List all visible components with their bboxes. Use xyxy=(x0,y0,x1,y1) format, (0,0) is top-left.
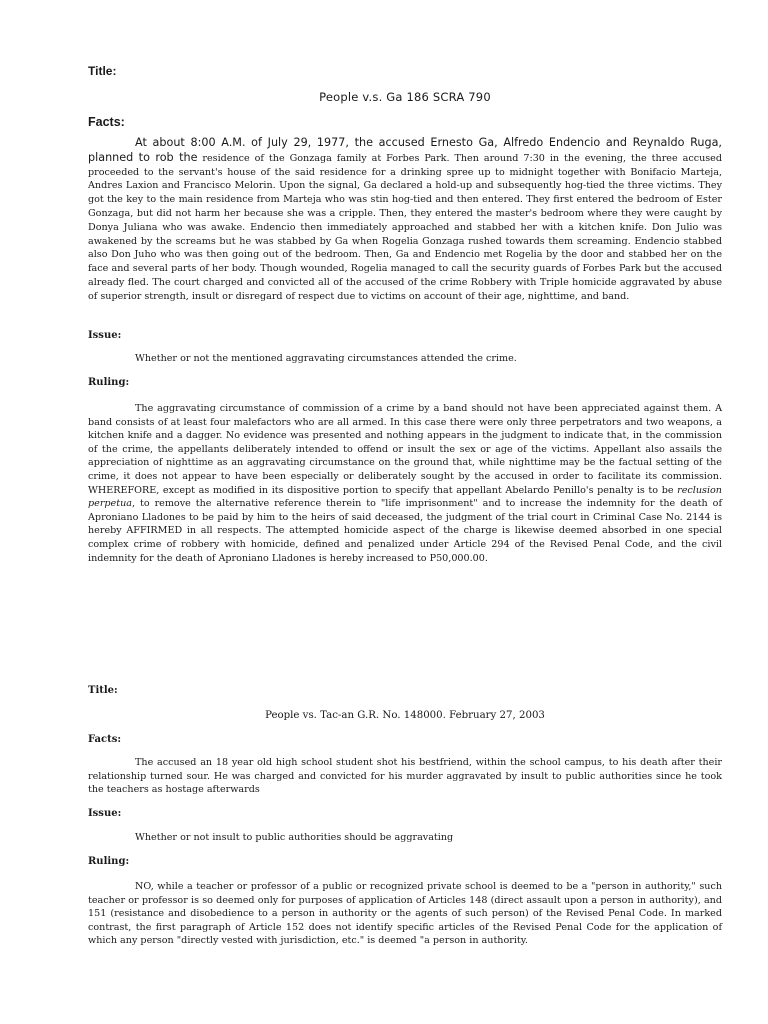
issue-label-2: Issue: xyxy=(88,808,122,819)
facts-label: Facts: xyxy=(88,115,125,129)
facts-paragraph xyxy=(88,136,722,304)
ruling-label-2: Ruling: xyxy=(88,856,130,867)
ruling-part1: The aggravating circumstance of commission of a crime by a band should not have been appreciated against them. A band consists of at least four malefactors who are all armed. In this case there were only three perpetrators and two weapons, a kitchen knife and a dagger. No evidence was presented and nothing appears in the judgment to indicate that, in the commission of the crime, the appellants deliberately intended to offend or insult the sex or age of the victims. Appellant also assails the appreciation of nighttime as an aggravating circumstance on the ground that, while nighttime may be the factual setting of the crime, it does not appear to have been especially or deliberately sought by the accused in order to facilitate its commission. WHEREFORE, except as modified in its dispositive portion to specify that appellant Abelardo Penillo's penalty is to be xyxy=(88,403,722,496)
case-title-2: People vs. Tac-an G.R. No. 148000. February 27, 2003 xyxy=(265,710,545,721)
ruling-paragraph-2: NO, while a teacher or professor of a public or recognized private school is deemed to be a "person in authority," such teacher or professor is so deemed only for purposes of application of Articles 148 (direct assault upon a person in authority), and 151 (resistance and disobedience to a person in authority or the agents of such person) of the Revised Penal Code. In marked contrast, the first paragraph of Article 152 does not identify specific articles of the Revised Penal Code for the application of which any person "directly vested with jurisdiction, etc." is deemed "a person in authority. xyxy=(88,881,722,947)
title-label-2: Title: xyxy=(88,685,118,696)
title-label: Title: xyxy=(88,64,117,78)
issue-text-2: Whether or not insult to public authorities should be aggravating xyxy=(135,832,454,843)
issue-text: Whether or not the mentioned aggravating circumstances attended the crime. xyxy=(135,353,517,364)
issue-label: Issue: xyxy=(88,330,122,341)
case-title: People v.s. Ga 186 SCRA 790 xyxy=(319,90,491,104)
facts-lead: At about 8:00 A.M. of July 29, 1977, the accused Ernesto Ga, Alfredo Endencio and Reynaldo Ruga, planned to rob the xyxy=(88,136,722,164)
facts-paragraph-2: The accused an 18 year old high school student shot his bestfriend, within the school campus, to his death after their relationship turned sour. He was charged and convicted for his murder aggravated by insult to public authorities since he took the teachers as hostage afterwards xyxy=(88,757,722,796)
ruling-part2: , to remove the alternative reference therein to "life imprisonment" and to increase the indemnity for the death of Aproniano Lladones to be paid by him to the heirs of said deceased, the judgment of the trial court in Criminal Case No. 2144 is hereby AFFIRMED in all respects. The attempted homicide aspect of the charge is likewise deemed absorbed in one special complex crime of robbery with homicide, defined and penalized under Article 294 of the Revised Penal Code, and the civil indemnity for the death of Aproniano Lladones is hereby increased to P50,000.00. xyxy=(88,498,722,564)
ruling-italic: reclusion perpetua xyxy=(88,484,722,510)
ruling-label: Ruling: xyxy=(88,377,130,388)
facts-rest: residence of the Gonzaga family at Forbes Park. Then around 7:30 in the evening, the three accused proceeded to the servant's house of the said residence for a drinking spree up to midnight together with Bonifacio Marteja, Andres Laxion and Francisco Melorin. Upon the signal, Ga declared a hold-up and subsequently hog-tied the three victims. They got the key to the main residence from Marteja who was stin hog-tied and then entered. They first entered the bedroom of Ester Gonzaga, but did not harm her because she was a cripple. Then, they entered the master's bedroom where they were caught by Donya Juliana who was awake. Endencio then immediately approached and stabbed her with a kitchen knife. Don Julio was awakened by the screams but he was stabbed by Ga when Rogelia Gonzaga rushed towards them screaming. Endencio stabbed also Don Juho who was then going out of the bedroom. Then, Ga and Endencio met Rogelia by the door and stabbed her on the face and several parts of her body. Though wounded, Rogelia managed to call the security guards of Forbes Park but the accused already fled. The court charged and convicted all of the accused of the crime Robbery with Triple homicide aggravated by abuse of superior strength, insult or disregard of respect due to victims on account of their age, nighttime, and band. xyxy=(88,152,722,302)
ruling-paragraph xyxy=(88,402,722,565)
facts-label-2: Facts: xyxy=(88,734,122,745)
